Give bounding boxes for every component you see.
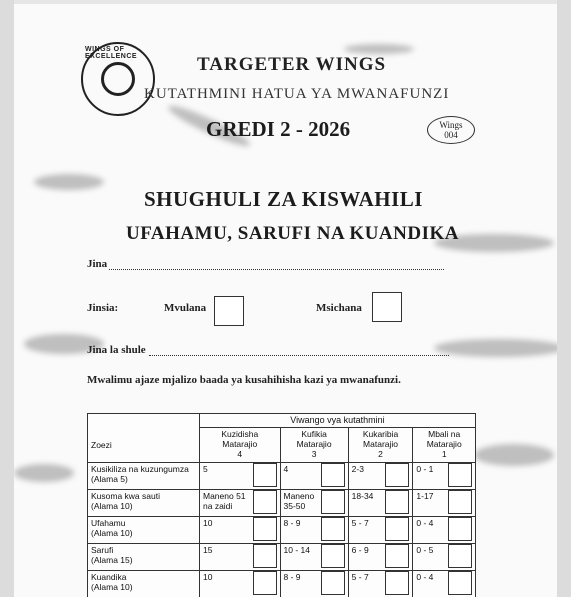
tick-box[interactable] — [385, 490, 409, 514]
score-cell[interactable]: 5 — [200, 463, 281, 490]
subject-title: SHUGHULI ZA KISWAHILI — [144, 187, 423, 211]
col-header-meeting: Kufikia Matarajio 3 — [280, 428, 348, 463]
tick-box[interactable] — [321, 490, 345, 514]
female-label: Msichana — [316, 302, 362, 314]
assessment-table — [87, 413, 476, 597]
score-cell[interactable]: 10 - 14 — [280, 544, 348, 571]
tick-box[interactable] — [253, 517, 277, 541]
male-checkbox[interactable] — [214, 296, 244, 326]
tick-box[interactable] — [385, 463, 409, 487]
score-cell[interactable]: 0 - 5 — [413, 544, 476, 571]
logo-emblem — [101, 62, 135, 96]
col-header-exceeding: Kuzidisha Matarajio 4 — [200, 428, 281, 463]
task-cell: Ufahamu (Alama 10) — [88, 517, 200, 544]
table-corner — [88, 414, 200, 428]
score-cell[interactable]: 18-34 — [348, 490, 413, 517]
gender-label: Jinsia: — [87, 302, 119, 314]
teacher-instruction: Mwalimu ajaze mjalizo baada ya kusahihisha kazi ya mwanafunzi. — [87, 374, 401, 386]
tick-box[interactable] — [253, 490, 277, 514]
tick-box[interactable] — [448, 490, 472, 514]
task-cell: Kusikiliza na kuzungumza (Alama 5) — [88, 463, 200, 490]
score-cell[interactable]: 15 — [200, 544, 281, 571]
col-header-below: Mbali na Matarajio 1 — [413, 428, 476, 463]
assessment-title: KUTATHMINI HATUA YA MWANAFUNZI — [144, 86, 450, 102]
table-row — [88, 517, 476, 544]
table-row — [88, 544, 476, 571]
table-row — [88, 463, 476, 490]
tick-box[interactable] — [448, 571, 472, 595]
subject-subtitle: UFAHAMU, SARUFI NA KUANDIKA — [126, 223, 459, 244]
school-input-line[interactable] — [149, 354, 449, 356]
tick-box[interactable] — [385, 571, 409, 595]
score-cell[interactable]: 0 - 4 — [413, 517, 476, 544]
table-row — [88, 490, 476, 517]
score-cell[interactable]: 5 - 7 — [348, 571, 413, 597]
tick-box[interactable] — [385, 544, 409, 568]
tick-box[interactable] — [321, 463, 345, 487]
paper-code-badge — [427, 116, 475, 144]
name-input-line[interactable] — [109, 268, 444, 270]
smudge — [434, 339, 557, 357]
score-cell[interactable]: 8 - 9 — [280, 571, 348, 597]
tick-box[interactable] — [321, 571, 345, 595]
school-logo — [81, 42, 155, 116]
tick-box[interactable] — [448, 544, 472, 568]
name-label: Jina — [87, 258, 108, 270]
score-cell[interactable]: 1-17 — [413, 490, 476, 517]
logo-text: WINGS OF EXCELLENCE — [85, 46, 138, 60]
smudge — [344, 44, 414, 54]
task-cell: Sarufi (Alama 15) — [88, 544, 200, 571]
table-caption: Viwango vya kutathmini — [200, 414, 476, 428]
tick-box[interactable] — [253, 544, 277, 568]
table-row — [88, 571, 476, 597]
code-line-2: 004 — [444, 130, 458, 140]
score-cell[interactable]: 0 - 4 — [413, 571, 476, 597]
score-cell[interactable]: 10 — [200, 571, 281, 597]
smudge — [14, 464, 74, 482]
organization-name: TARGETER WINGS — [197, 54, 387, 75]
school-label: Jina la shule — [87, 344, 146, 356]
viewer-right-margin — [557, 0, 571, 597]
score-cell[interactable]: 8 - 9 — [280, 517, 348, 544]
smudge — [474, 444, 554, 466]
female-checkbox[interactable] — [372, 292, 402, 322]
score-cell[interactable]: 0 - 1 — [413, 463, 476, 490]
tick-box[interactable] — [448, 517, 472, 541]
score-cell[interactable]: Maneno 35-50 — [280, 490, 348, 517]
tick-box[interactable] — [321, 544, 345, 568]
score-cell[interactable]: 2-3 — [348, 463, 413, 490]
smudge — [34, 174, 104, 190]
grade-year: GREDI 2 - 2026 — [206, 117, 351, 141]
viewer-left-margin — [0, 0, 14, 597]
score-cell[interactable]: 6 - 9 — [348, 544, 413, 571]
col-header-task: Zoezi — [88, 428, 200, 463]
tick-box[interactable] — [448, 463, 472, 487]
tick-box[interactable] — [253, 571, 277, 595]
task-cell: Kuandika (Alama 10) — [88, 571, 200, 597]
score-cell[interactable]: 5 - 7 — [348, 517, 413, 544]
task-cell: Kusoma kwa sauti (Alama 10) — [88, 490, 200, 517]
score-cell[interactable]: 10 — [200, 517, 281, 544]
tick-box[interactable] — [321, 517, 345, 541]
score-cell[interactable]: Maneno 51 na zaidi — [200, 490, 281, 517]
male-label: Mvulana — [164, 302, 207, 314]
tick-box[interactable] — [385, 517, 409, 541]
tick-box[interactable] — [253, 463, 277, 487]
score-cell[interactable]: 4 — [280, 463, 348, 490]
col-header-approaching: Kukaribia Matarajio 2 — [348, 428, 413, 463]
document-page — [14, 4, 557, 597]
code-line-1: Wings — [439, 120, 463, 130]
